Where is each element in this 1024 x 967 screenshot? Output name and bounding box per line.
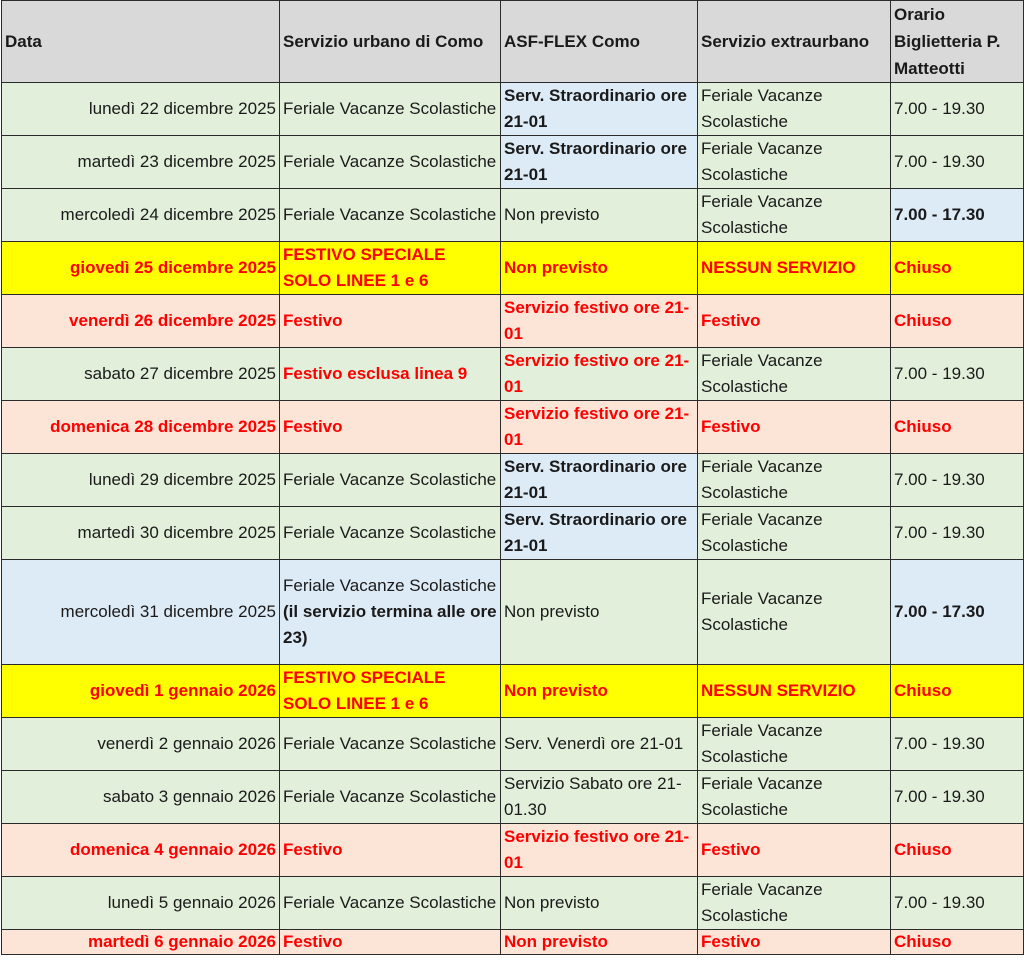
header-ticket-office-hours: Orario Biglietteria P. Matteotti xyxy=(891,1,1024,83)
table-row xyxy=(2,877,1024,930)
ticket-cell: 7.00 - 19.30 xyxy=(891,348,1024,401)
header-extraurban-service: Servizio extraurbano xyxy=(698,1,891,83)
urban-cell: Feriale Vacanze Scolastiche xyxy=(280,771,501,824)
date-cell: lunedì 5 gennaio 2026 xyxy=(2,877,280,930)
urban-cell xyxy=(280,560,501,665)
urban-cell: Feriale Vacanze Scolastiche xyxy=(280,136,501,189)
date-cell: venerdì 2 gennaio 2026 xyxy=(2,718,280,771)
date-cell: domenica 28 dicembre 2025 xyxy=(2,401,280,454)
ticket-cell: Chiuso xyxy=(891,401,1024,454)
flex-cell: Non previsto xyxy=(501,665,698,718)
flex-cell: Non previsto xyxy=(501,242,698,295)
urban-cell: Feriale Vacanze Scolastiche xyxy=(280,718,501,771)
extra-cell: Feriale Vacanze Scolastiche xyxy=(698,771,891,824)
date-cell: venerdì 26 dicembre 2025 xyxy=(2,295,280,348)
ticket-cell: 7.00 - 19.30 xyxy=(891,771,1024,824)
table-row xyxy=(2,560,1024,665)
table-row xyxy=(2,771,1024,824)
urban-cell-note: (il servizio termina alle ore 23) xyxy=(283,602,497,647)
ticket-cell: Chiuso xyxy=(891,665,1024,718)
extra-cell: Feriale Vacanze Scolastiche xyxy=(698,560,891,665)
extra-cell: NESSUN SERVIZIO xyxy=(698,665,891,718)
date-cell: giovedì 25 dicembre 2025 xyxy=(2,242,280,295)
table-row xyxy=(2,401,1024,454)
ticket-cell: Chiuso xyxy=(891,242,1024,295)
flex-cell: Servizio Sabato ore 21-01.30 xyxy=(501,771,698,824)
flex-cell: Serv. Straordinario ore 21-01 xyxy=(501,454,698,507)
ticket-cell: 7.00 - 19.30 xyxy=(891,877,1024,930)
extra-cell: Feriale Vacanze Scolastiche xyxy=(698,877,891,930)
flex-cell: Serv. Straordinario ore 21-01 xyxy=(501,136,698,189)
extra-cell: Feriale Vacanze Scolastiche xyxy=(698,189,891,242)
flex-cell: Non previsto xyxy=(501,560,698,665)
table-row xyxy=(2,824,1024,877)
table-row xyxy=(2,718,1024,771)
date-cell: sabato 27 dicembre 2025 xyxy=(2,348,280,401)
extra-cell: Feriale Vacanze Scolastiche xyxy=(698,454,891,507)
urban-cell: Feriale Vacanze Scolastiche xyxy=(280,83,501,136)
extra-cell: Feriale Vacanze Scolastiche xyxy=(698,83,891,136)
date-cell: lunedì 29 dicembre 2025 xyxy=(2,454,280,507)
extra-cell: Festivo xyxy=(698,295,891,348)
ticket-cell: 7.00 - 19.30 xyxy=(891,507,1024,560)
flex-cell: Non previsto xyxy=(501,189,698,242)
date-cell: giovedì 1 gennaio 2026 xyxy=(2,665,280,718)
extra-cell: Feriale Vacanze Scolastiche xyxy=(698,718,891,771)
table-row xyxy=(2,348,1024,401)
ticket-cell: 7.00 - 17.30 xyxy=(891,560,1024,665)
flex-cell: Servizio festivo ore 21-01 xyxy=(501,295,698,348)
urban-cell: Festivo xyxy=(280,295,501,348)
date-cell: sabato 3 gennaio 2026 xyxy=(2,771,280,824)
date-cell: martedì 6 gennaio 2026 xyxy=(2,930,280,955)
urban-cell: Festivo esclusa linea 9 xyxy=(280,348,501,401)
extra-cell: Festivo xyxy=(698,930,891,955)
flex-cell: Non previsto xyxy=(501,930,698,955)
ticket-cell: 7.00 - 19.30 xyxy=(891,454,1024,507)
table-row xyxy=(2,454,1024,507)
urban-cell: Festivo xyxy=(280,401,501,454)
flex-cell: Servizio festivo ore 21-01 xyxy=(501,824,698,877)
flex-cell: Serv. Venerdì ore 21-01 xyxy=(501,718,698,771)
extra-cell: Festivo xyxy=(698,401,891,454)
date-cell: martedì 30 dicembre 2025 xyxy=(2,507,280,560)
date-cell: mercoledì 24 dicembre 2025 xyxy=(2,189,280,242)
table-row xyxy=(2,507,1024,560)
ticket-cell: 7.00 - 19.30 xyxy=(891,136,1024,189)
header-row xyxy=(2,1,1024,83)
ticket-cell: Chiuso xyxy=(891,824,1024,877)
extra-cell: Feriale Vacanze Scolastiche xyxy=(698,507,891,560)
table-row xyxy=(2,295,1024,348)
flex-cell: Servizio festivo ore 21-01 xyxy=(501,401,698,454)
ticket-cell: 7.00 - 17.30 xyxy=(891,189,1024,242)
extra-cell: Feriale Vacanze Scolastiche xyxy=(698,136,891,189)
date-cell: mercoledì 31 dicembre 2025 xyxy=(2,560,280,665)
ticket-cell: 7.00 - 19.30 xyxy=(891,83,1024,136)
flex-cell: Serv. Straordinario ore 21-01 xyxy=(501,507,698,560)
ticket-cell: Chiuso xyxy=(891,295,1024,348)
urban-cell: Feriale Vacanze Scolastiche xyxy=(280,454,501,507)
urban-cell: Festivo xyxy=(280,930,501,955)
ticket-cell: 7.00 - 19.30 xyxy=(891,718,1024,771)
urban-cell-text: Feriale Vacanze Scolastiche xyxy=(283,576,497,595)
table-row xyxy=(2,189,1024,242)
extra-cell: Feriale Vacanze Scolastiche xyxy=(698,348,891,401)
table-row xyxy=(2,242,1024,295)
urban-cell: Feriale Vacanze Scolastiche xyxy=(280,877,501,930)
table-row xyxy=(2,83,1024,136)
flex-cell: Non previsto xyxy=(501,877,698,930)
date-cell: martedì 23 dicembre 2025 xyxy=(2,136,280,189)
flex-cell: Serv. Straordinario ore 21-01 xyxy=(501,83,698,136)
schedule-table xyxy=(1,0,1024,955)
flex-cell: Servizio festivo ore 21-01 xyxy=(501,348,698,401)
table-row xyxy=(2,930,1024,955)
extra-cell: NESSUN SERVIZIO xyxy=(698,242,891,295)
urban-cell: Feriale Vacanze Scolastiche xyxy=(280,189,501,242)
urban-cell: FESTIVO SPECIALE SOLO LINEE 1 e 6 xyxy=(280,242,501,295)
urban-cell: FESTIVO SPECIALE SOLO LINEE 1 e 6 xyxy=(280,665,501,718)
table-row xyxy=(2,136,1024,189)
table-row xyxy=(2,665,1024,718)
urban-cell: Festivo xyxy=(280,824,501,877)
extra-cell: Festivo xyxy=(698,824,891,877)
date-cell: domenica 4 gennaio 2026 xyxy=(2,824,280,877)
header-flex-service: ASF-FLEX Como xyxy=(501,1,698,83)
ticket-cell: Chiuso xyxy=(891,930,1024,955)
date-cell: lunedì 22 dicembre 2025 xyxy=(2,83,280,136)
header-date: Data xyxy=(2,1,280,83)
header-urban-service: Servizio urbano di Como xyxy=(280,1,501,83)
urban-cell: Feriale Vacanze Scolastiche xyxy=(280,507,501,560)
